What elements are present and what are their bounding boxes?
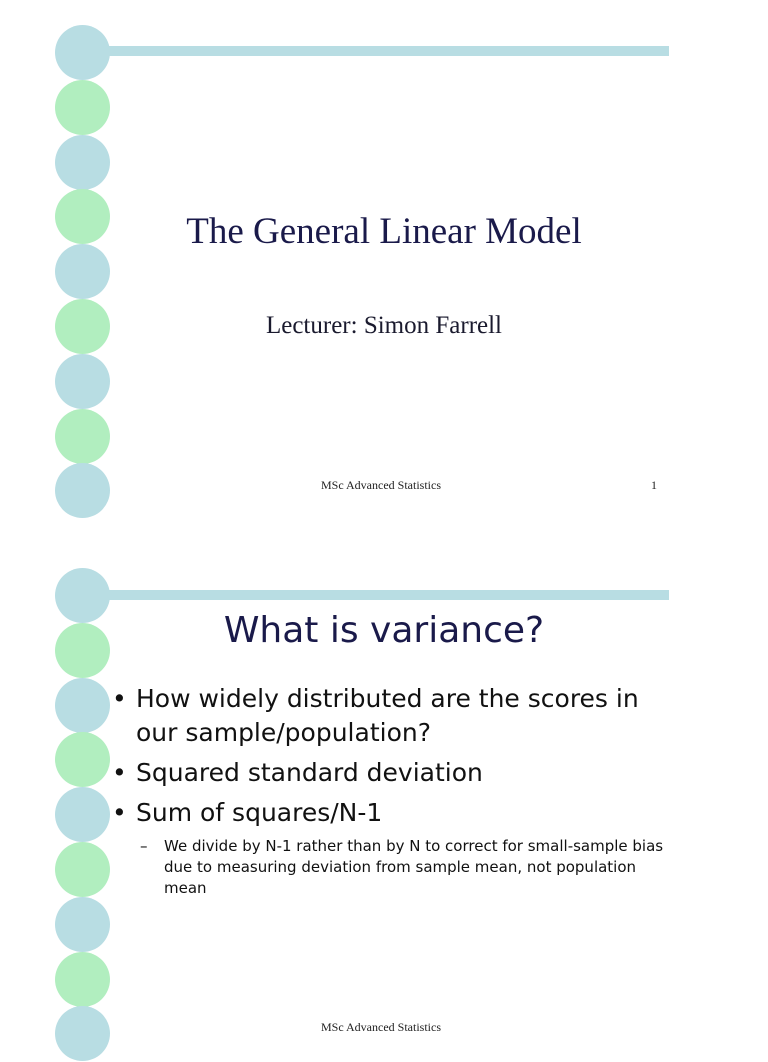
slide-2 [0, 542, 768, 1062]
bullet-list [112, 682, 672, 899]
decorative-circle [55, 678, 110, 733]
sub-bullet-item [112, 836, 672, 899]
bullet-text: Squared standard deviation [136, 758, 483, 787]
slide-subtitle: Lecturer: Simon Farrell [265, 312, 503, 339]
top-bar [100, 46, 669, 56]
bullet-icon: • [112, 798, 127, 827]
decorative-circle [55, 842, 110, 897]
bullet-item [112, 756, 672, 790]
decorative-circle [55, 1006, 110, 1061]
slide-footer: MSc Advanced Statistics [321, 1020, 441, 1034]
bullet-text: How widely distributed are the scores in our sample/population? [136, 684, 639, 747]
slide-footer: MSc Advanced Statistics [321, 478, 441, 492]
decorative-circle [55, 80, 110, 135]
dash-icon: – [140, 837, 148, 855]
bullet-item [112, 796, 672, 830]
bullet-item [112, 682, 672, 750]
slide-title: The General Linear Model [186, 211, 582, 252]
decorative-circle [55, 354, 110, 409]
bullet-icon: • [112, 684, 127, 713]
decorative-circle [55, 409, 110, 464]
decorative-circle [55, 787, 110, 842]
sub-bullet-text: We divide by N-1 rather than by N to correct for small-sample bias due to measuring deviation from sample mean, not population mean [164, 837, 664, 897]
bullet-icon: • [112, 758, 127, 787]
decorative-circle [55, 897, 110, 952]
decorative-circle [55, 135, 110, 190]
slide-title: What is variance? [223, 610, 545, 651]
bullet-text: Sum of squares/N-1 [136, 798, 383, 827]
decorative-circle [55, 463, 110, 518]
decorative-circle [55, 952, 110, 1007]
top-bar [100, 590, 669, 600]
decorative-circle [55, 732, 110, 787]
page-number: 1 [651, 478, 657, 492]
slide-1 [0, 0, 768, 520]
